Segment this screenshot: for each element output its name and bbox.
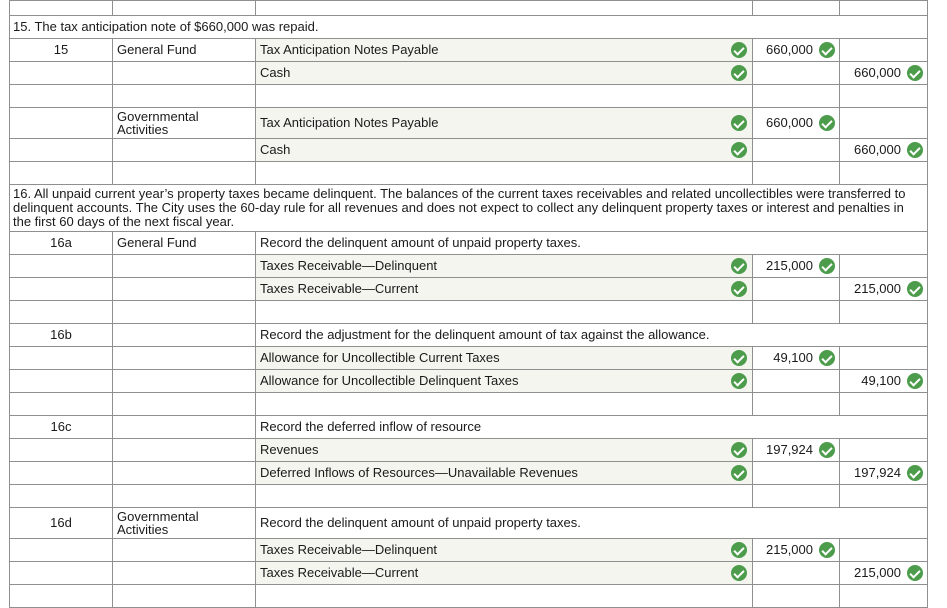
credit-amount-input[interactable]: 215,000 xyxy=(840,278,928,301)
journal-entry-sheet xyxy=(9,0,927,608)
question-header-row xyxy=(10,16,928,39)
table-row xyxy=(10,485,928,508)
debit-amount-input[interactable]: 215,000 xyxy=(753,539,840,562)
table-row xyxy=(10,508,928,539)
check-circle-icon xyxy=(907,373,923,389)
check-circle-icon xyxy=(819,42,835,58)
table-row xyxy=(10,39,928,62)
account-input[interactable]: Allowance for Uncollectible Delinquent Taxes xyxy=(256,370,753,393)
debit-amount-input[interactable] xyxy=(753,162,840,185)
check-circle-icon xyxy=(731,373,747,389)
debit-amount-input[interactable]: 197,924 xyxy=(753,439,840,462)
table-row xyxy=(10,324,928,347)
table-row xyxy=(10,85,928,108)
memo-text: Record the adjustment for the delinquent amount of tax against the allowance. xyxy=(256,324,928,347)
check-circle-icon xyxy=(819,350,835,366)
credit-amount-input[interactable]: 197,924 xyxy=(840,462,928,485)
account-input[interactable] xyxy=(256,301,753,324)
credit-amount-input[interactable] xyxy=(840,108,928,139)
account-input[interactable]: Taxes Receivable—Delinquent xyxy=(256,255,753,278)
check-circle-icon xyxy=(907,142,923,158)
check-circle-icon xyxy=(907,281,923,297)
table-row xyxy=(10,416,928,439)
check-circle-icon xyxy=(819,442,835,458)
debit-amount-input[interactable] xyxy=(753,485,840,508)
credit-amount-input[interactable]: 660,000 xyxy=(840,139,928,162)
account-input[interactable] xyxy=(256,85,753,108)
account-input[interactable] xyxy=(256,162,753,185)
debit-amount-input[interactable] xyxy=(753,85,840,108)
check-circle-icon xyxy=(731,281,747,297)
debit-amount-input[interactable]: 660,000 xyxy=(753,108,840,139)
account-input[interactable]: Deferred Inflows of Resources—Unavailable Revenues xyxy=(256,462,753,485)
table-row xyxy=(10,108,928,139)
account-input[interactable] xyxy=(256,585,753,608)
account-input[interactable] xyxy=(256,393,753,416)
credit-amount-input[interactable] xyxy=(840,255,928,278)
check-circle-icon xyxy=(907,565,923,581)
debit-amount-input[interactable] xyxy=(753,278,840,301)
fund-label: General Fund xyxy=(113,232,256,255)
credit-amount-input[interactable]: 215,000 xyxy=(840,562,928,585)
check-circle-icon xyxy=(731,350,747,366)
credit-amount-input[interactable] xyxy=(840,393,928,416)
check-circle-icon xyxy=(731,465,747,481)
table-row xyxy=(10,539,928,562)
check-circle-icon xyxy=(907,465,923,481)
account-input[interactable] xyxy=(256,485,753,508)
debit-amount-input[interactable] xyxy=(753,562,840,585)
entry-date: 16d xyxy=(10,508,113,539)
question-15-text: 15. The tax anticipation note of $660,000 was repaid. xyxy=(10,16,928,39)
fund-label: General Fund xyxy=(113,39,256,62)
table-row xyxy=(10,370,928,393)
check-circle-icon xyxy=(907,65,923,81)
account-input[interactable]: Cash xyxy=(256,62,753,85)
debit-amount-input[interactable]: 49,100 xyxy=(753,347,840,370)
fund-label: Governmental Activities xyxy=(113,108,256,139)
debit-amount-input[interactable] xyxy=(753,462,840,485)
table-row xyxy=(10,255,928,278)
debit-amount-input[interactable] xyxy=(753,62,840,85)
credit-amount-input[interactable] xyxy=(840,85,928,108)
debit-amount-input[interactable] xyxy=(753,393,840,416)
debit-amount-input[interactable] xyxy=(753,139,840,162)
account-input[interactable]: Tax Anticipation Notes Payable xyxy=(256,108,753,139)
check-circle-icon xyxy=(819,542,835,558)
check-circle-icon xyxy=(819,115,835,131)
table-row xyxy=(10,347,928,370)
credit-amount-input[interactable] xyxy=(840,485,928,508)
debit-amount-input[interactable]: 215,000 xyxy=(753,255,840,278)
table-row xyxy=(10,62,928,85)
credit-amount-input[interactable] xyxy=(840,347,928,370)
credit-amount-input[interactable] xyxy=(840,585,928,608)
table-row xyxy=(10,585,928,608)
table-row xyxy=(10,278,928,301)
account-input[interactable]: Revenues xyxy=(256,439,753,462)
entry-date: 15 xyxy=(10,39,113,62)
account-input[interactable]: Cash xyxy=(256,139,753,162)
credit-amount-input[interactable] xyxy=(840,301,928,324)
table-row xyxy=(10,162,928,185)
credit-amount-input[interactable]: 49,100 xyxy=(840,370,928,393)
table-row xyxy=(10,301,928,324)
table-row xyxy=(10,139,928,162)
debit-amount-input[interactable] xyxy=(753,585,840,608)
account-input[interactable]: Allowance for Uncollectible Current Taxes xyxy=(256,347,753,370)
check-circle-icon xyxy=(731,542,747,558)
credit-amount-input[interactable] xyxy=(840,539,928,562)
debit-amount-input[interactable]: 660,000 xyxy=(753,39,840,62)
check-circle-icon xyxy=(731,565,747,581)
check-circle-icon xyxy=(731,115,747,131)
entry-date: 16b xyxy=(10,324,113,347)
journal-table xyxy=(9,0,928,608)
table-row xyxy=(10,1,928,16)
memo-text: Record the delinquent amount of unpaid property taxes. xyxy=(256,232,928,255)
account-input[interactable]: Taxes Receivable—Current xyxy=(256,562,753,585)
check-circle-icon xyxy=(731,442,747,458)
debit-amount-input[interactable] xyxy=(753,301,840,324)
account-input[interactable]: Tax Anticipation Notes Payable xyxy=(256,39,753,62)
credit-amount-input[interactable] xyxy=(840,439,928,462)
table-row xyxy=(10,393,928,416)
question-16-text: 16. All unpaid current year’s property taxes became delinquent. The balances of the current taxes receivables and related uncollectibles were transferred to delinquent accounts. The City uses the 60-day rule for all revenues and does not expect to collect any delinquent property taxes or interest and penalties in the first 60 days of the next fiscal year. xyxy=(10,185,928,232)
credit-amount-input[interactable] xyxy=(840,39,928,62)
check-circle-icon xyxy=(731,65,747,81)
credit-amount-input[interactable]: 660,000 xyxy=(840,62,928,85)
account-input[interactable]: Taxes Receivable—Current xyxy=(256,278,753,301)
table-row xyxy=(10,232,928,255)
fund-label: Governmental Activities xyxy=(113,508,256,539)
question-header-row xyxy=(10,185,928,232)
debit-amount-input[interactable] xyxy=(753,370,840,393)
credit-amount-input[interactable] xyxy=(840,162,928,185)
check-circle-icon xyxy=(731,142,747,158)
check-circle-icon xyxy=(819,258,835,274)
memo-text: Record the deferred inflow of resource xyxy=(256,416,928,439)
account-input[interactable]: Taxes Receivable—Delinquent xyxy=(256,539,753,562)
table-row xyxy=(10,439,928,462)
check-circle-icon xyxy=(731,42,747,58)
memo-text: Record the delinquent amount of unpaid property taxes. xyxy=(256,508,928,539)
entry-date: 16c xyxy=(10,416,113,439)
check-circle-icon xyxy=(731,258,747,274)
entry-date: 16a xyxy=(10,232,113,255)
table-row xyxy=(10,562,928,585)
table-row xyxy=(10,462,928,485)
